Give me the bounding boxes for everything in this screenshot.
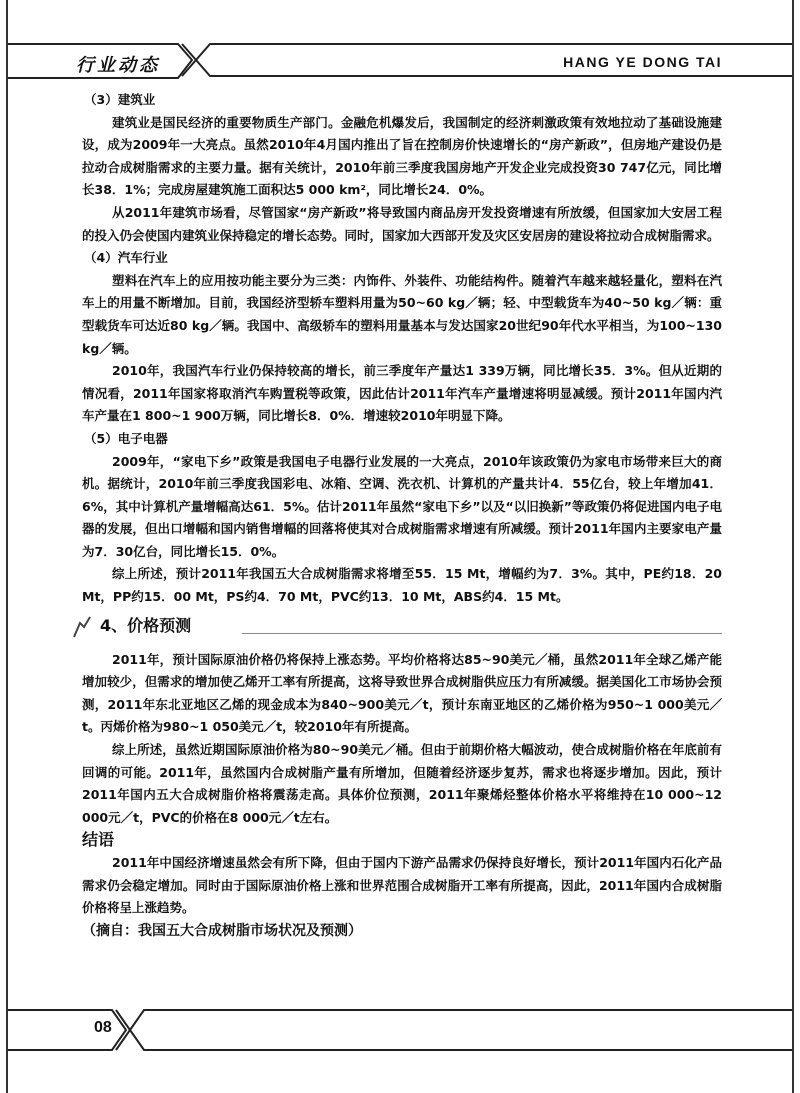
- page-frame-right: [792, 0, 794, 1093]
- header-section-title: 行业动态: [76, 55, 160, 76]
- subsection-heading: （4）汽车行业: [84, 250, 168, 266]
- article-body: [82, 89, 722, 942]
- page-number: 08: [94, 1019, 112, 1036]
- header-section-pinyin: HANG YE DONG TAI: [563, 54, 722, 70]
- section-underline: [242, 633, 722, 634]
- paragraph: 塑料在汽车上的应用按功能主要分为三类：内饰件、外装件、功能结构件。随着汽车越来越轻量化，塑料在汽车上的用量不断增加。目前，我国经济型轿车塑料用量为50~60 kg／辆；轻、中型载货车为40~50 kg／辆：重型载货车可达近80 kg／辆。我国中、高级轿车的塑料用量基本与发达国家20世纪90年代水平相当，为100~130 kg／辆。: [82, 272, 722, 356]
- section-bullet-icon: [70, 615, 96, 641]
- conclusion-title: 结语: [82, 830, 115, 850]
- subsection-heading: （5）电子电器: [84, 430, 168, 446]
- paragraph: 2009年，“家电下乡”政策是我国电子电器行业发展的一大亮点，2010年该政策仍为家电市场带来巨大的商机。据统计，2010年前三季度我国彩电、冰箱、空调、洗衣机、计算机的产量共计4．55亿台，较上年增加41．6%，其中计算机产量增幅高达61．5%。估计2011年虽然“家电下乡”以及“以旧换新”等政策仍将促进国内电子电器的发展，但出口增幅和国内销售增幅的回落将使其对合成树脂需求增速有所减缓。预计2011年国内主要家电产量为7．30亿台，同比增长15．0%。: [82, 453, 722, 559]
- footer-banner-shape: [0, 1008, 800, 1058]
- paragraph: 综上所述，预计2011年我国五大合成树脂需求将增至55．15 Mt，增幅约为7．3%。其中，PE约18．20 Mt，PP约15．00 Mt，PS约4．70 Mt，PVC约13．10 Mt，ABS约4．15 Mt。: [82, 566, 722, 605]
- paragraph: 综上所述，虽然近期国际原油价格为80~90美元／桶。但由于前期价格大幅波动，使合成树脂价格在年底前有回调的可能。2011年，虽然国内合成树脂产量有所增加，但随着经济逐步复苏，需求也将逐步增加。因此，预计2011年国内五大合成树脂价格将震荡走高。具体价位预测，2011年聚烯烃整体价格水平将维持在10 000~12 000元／t，PVC的价格在8 000元／t左右。: [82, 742, 722, 825]
- page-frame-left: [6, 0, 8, 1093]
- paragraph: 从2011年建筑市场看，尽管国家“房产新政”将导致国内商品房开发投资增速有所放缓，但国家加大安居工程的投入仍会使国内建筑业保持稳定的增长态势。同时，国家加大西部开发及灾区安居房的建设将拉动合成树脂需求。: [82, 204, 722, 243]
- section-title: 4、价格预测: [100, 616, 192, 636]
- source-note: （摘自：我国五大合成树脂市场状况及预测）: [82, 922, 362, 939]
- page-header: [0, 0, 800, 80]
- paragraph: 2011年，预计国际原油价格仍将保持上涨态势。平均价格将达85~90美元／桶，虽然2011年全球乙烯产能增加较少，但需求的增加使乙烯开工率有所提高，这将导致世界合成树脂供应压力有所减缓。据美国化工市场协会预测，2011年东北亚地区乙烯的现金成本为840~900美元／t，预计东南亚地区的乙烯价格为950~1 000美元／t。丙烯价格为980~1 050美元／t，较2010年有所提高。: [82, 651, 722, 735]
- subsection-heading: （3）建筑业: [84, 92, 156, 107]
- paragraph: 建筑业是国民经济的重要物质生产部门。金融危机爆发后，我国制定的经济刺激政策有效地拉动了基础设施建设，成为2009年一大亮点。虽然2010年4月国内推出了旨在控制房价快速增长的“房产新政”，但房地产建设仍是拉动合成树脂需求的主要力量。据有关统计，2010年前三季度我国房地产开发企业完成投资30 747亿元，同比增长38．1%；完成房屋建筑施工面积达5 000 km²，同比增长24．0%。: [82, 114, 722, 198]
- section-heading-price: [82, 613, 722, 641]
- paragraph: 2010年，我国汽车行业仍保持较高的增长，前三季度年产量达1 339万辆，同比增长35．3%。但从近期的情况看，2011年国家将取消汽车购置税等政策，因此估计2011年汽车产量增速将明显减缓。预计2011年国内汽车产量在1 800~1 900万辆，同比增长8．0%．增速较2010年明显下降。: [82, 363, 722, 424]
- page-footer: [0, 1008, 800, 1058]
- paragraph: 2011年中国经济增速虽然会有所下降，但由于国内下游产品需求仍保持良好增长，预计2011年国内石化产品需求仍会稳定增加。同时由于国际原油价格上涨和世界范围合成树脂开工率有所提高，因此，2011年国内合成树脂价格将呈上涨趋势。: [82, 855, 722, 916]
